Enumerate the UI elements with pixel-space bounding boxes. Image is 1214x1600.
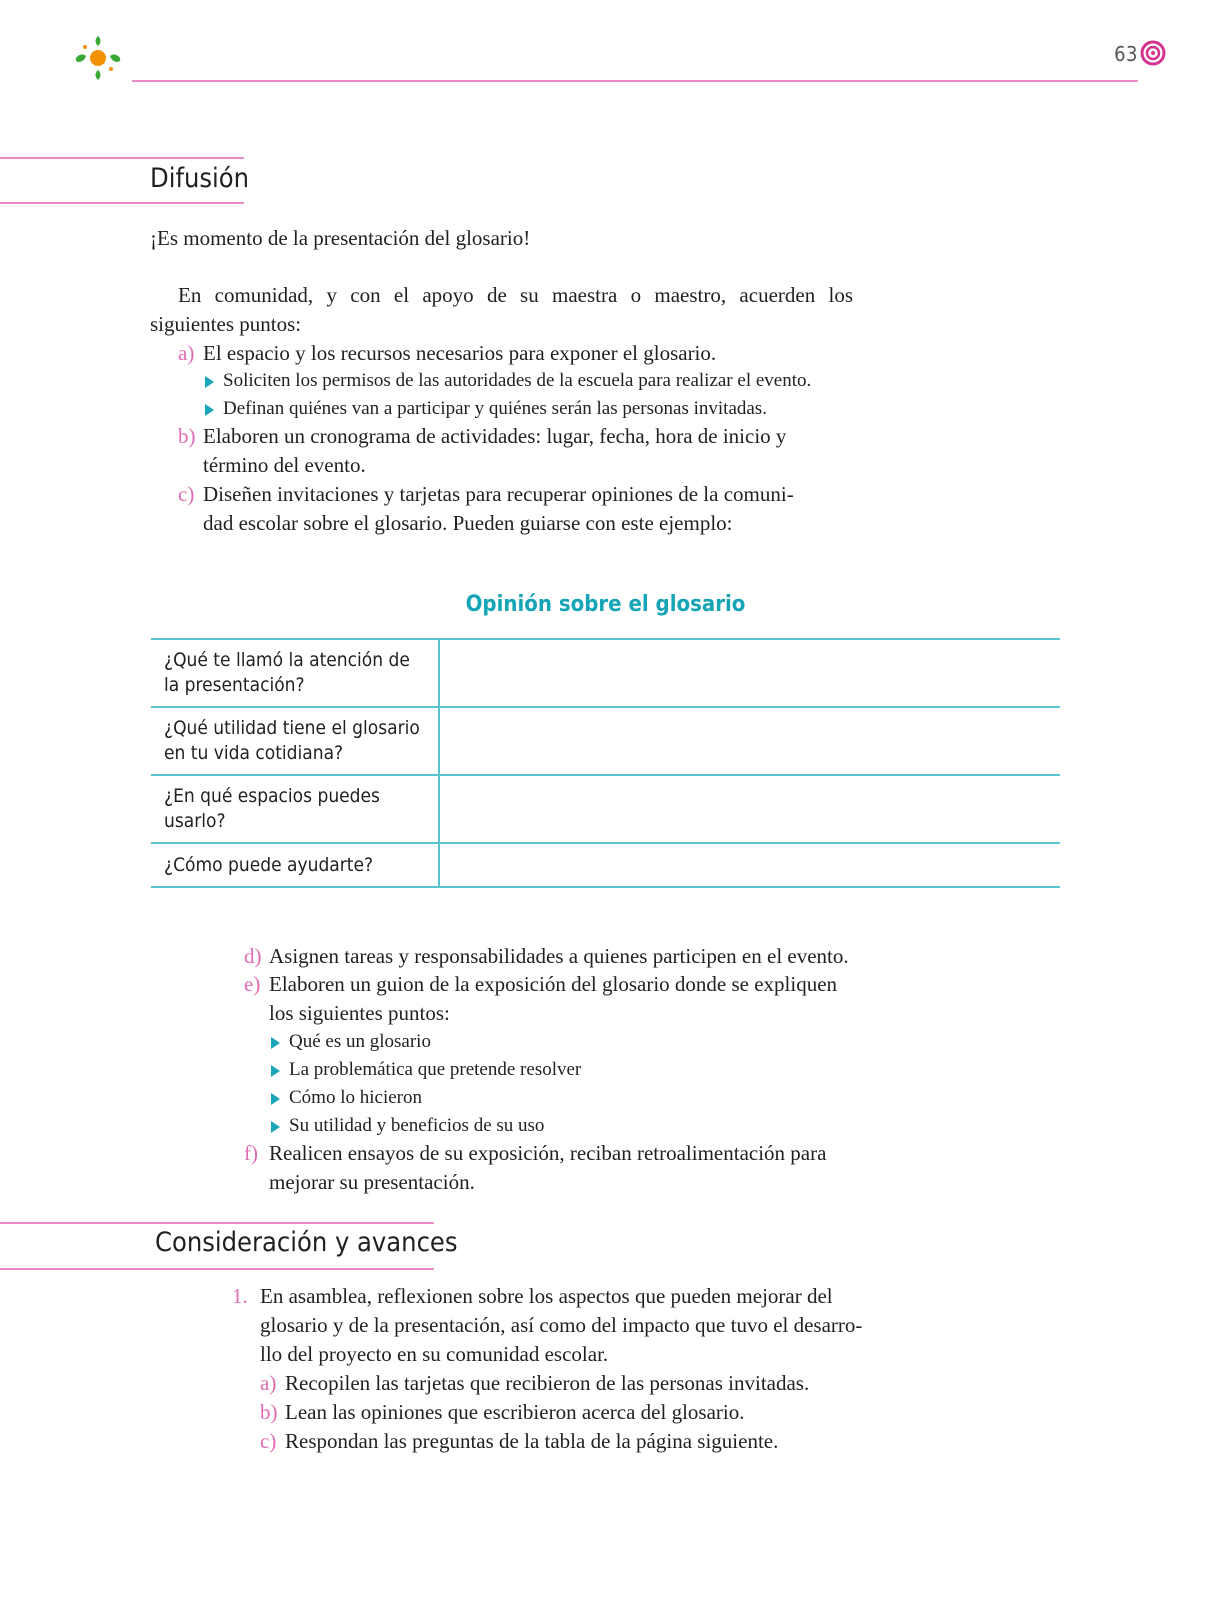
sub-item-b: b) Lean las opiniones que escribieron acerca del glosario. (260, 1400, 745, 1424)
question-cell: ¿Qué utilidad tiene el glosario en tu vida cotidiana? (151, 707, 439, 775)
sub-item-a: a) Recopilen las tarjetas que recibieron de las personas invitadas. (260, 1371, 810, 1395)
list-item-1: 1. En asamblea, reflexionen sobre los aspectos que pueden mejorar del glosario y de la presentación, así como del impacto que tuvo el desarro- llo del proyecto en su comunidad escolar. (232, 1284, 863, 1366)
series-logo-icon (72, 32, 124, 84)
table-row (151, 707, 1060, 775)
section-rule-top (0, 157, 244, 159)
list-item-b: b) Elaboren un cronograma de actividades: lugar, fecha, hora de inicio y término del evento. (178, 424, 787, 477)
decorative-flower-icon (1140, 40, 1166, 66)
answer-cell[interactable] (439, 639, 1060, 707)
bullet-item: Soliciten los permisos de las autoridades de la escuela para realizar el evento. (205, 367, 845, 395)
bullet-arrow-icon (271, 1065, 280, 1077)
question-cell: ¿En qué espacios puedes usarlo? (151, 775, 439, 843)
list-item-f: f) Realicen ensayos de su exposición, reciban retroalimentación para mejorar su presentación. (244, 1141, 827, 1194)
page-number: 63 (1114, 42, 1138, 66)
question-cell: ¿Qué te llamó la atención de la presentación? (151, 639, 439, 707)
answer-cell[interactable] (439, 707, 1060, 775)
bullet-item: Qué es un glosario (271, 1028, 871, 1056)
section-rule-top (0, 1222, 434, 1224)
instructions-paragraph: En comunidad, y con el apoyo de su maestra o maestro, acuerden los siguientes puntos: (150, 283, 853, 336)
answer-cell[interactable] (439, 843, 1060, 887)
table-title: Opinión sobre el glosario (465, 592, 746, 617)
bullet-item: Cómo lo hicieron (271, 1084, 871, 1112)
list-item-c: c) Diseñen invitaciones y tarjetas para recuperar opiniones de la comuni- dad escolar sobre el glosario. Pueden guiarse con este ejemplo: (178, 482, 794, 535)
bullet-arrow-icon (205, 376, 214, 388)
list-item-a: a) El espacio y los recursos necesarios para exponer el glosario. (178, 341, 717, 365)
section-rule-bottom (0, 1268, 434, 1270)
bullet-arrow-icon (271, 1093, 280, 1105)
section-title-difusion: Difusión (150, 163, 250, 194)
bullet-item: Su utilidad y beneficios de su uso (271, 1112, 871, 1140)
section-title-consideracion: Consideración y avances (155, 1227, 458, 1258)
sub-item-c: c) Respondan las preguntas de la tabla de la página siguiente. (260, 1429, 779, 1453)
list-item-e: e) Elaboren un guion de la exposición del glosario donde se expliquen los siguientes puntos: (244, 972, 838, 1025)
bullet-arrow-icon (271, 1121, 280, 1133)
header-rule (132, 80, 1138, 82)
table-row (151, 639, 1060, 707)
question-cell: ¿Cómo puede ayudarte? (151, 843, 439, 887)
bullet-arrow-icon (271, 1037, 280, 1049)
answer-cell[interactable] (439, 775, 1060, 843)
bullet-item: Definan quiénes van a participar y quiénes serán las personas invitadas. (205, 395, 845, 423)
table-row (151, 843, 1060, 887)
intro-text: ¡Es momento de la presentación del glosario! (150, 226, 531, 250)
table-row (151, 775, 1060, 843)
section-rule-bottom (0, 202, 244, 204)
bullet-arrow-icon (205, 404, 214, 416)
list-item-d: d) Asignen tareas y responsabilidades a quienes participen en el evento. (244, 944, 849, 968)
opinion-table (151, 638, 1060, 888)
bullet-item: La problemática que pretende resolver (271, 1056, 871, 1084)
